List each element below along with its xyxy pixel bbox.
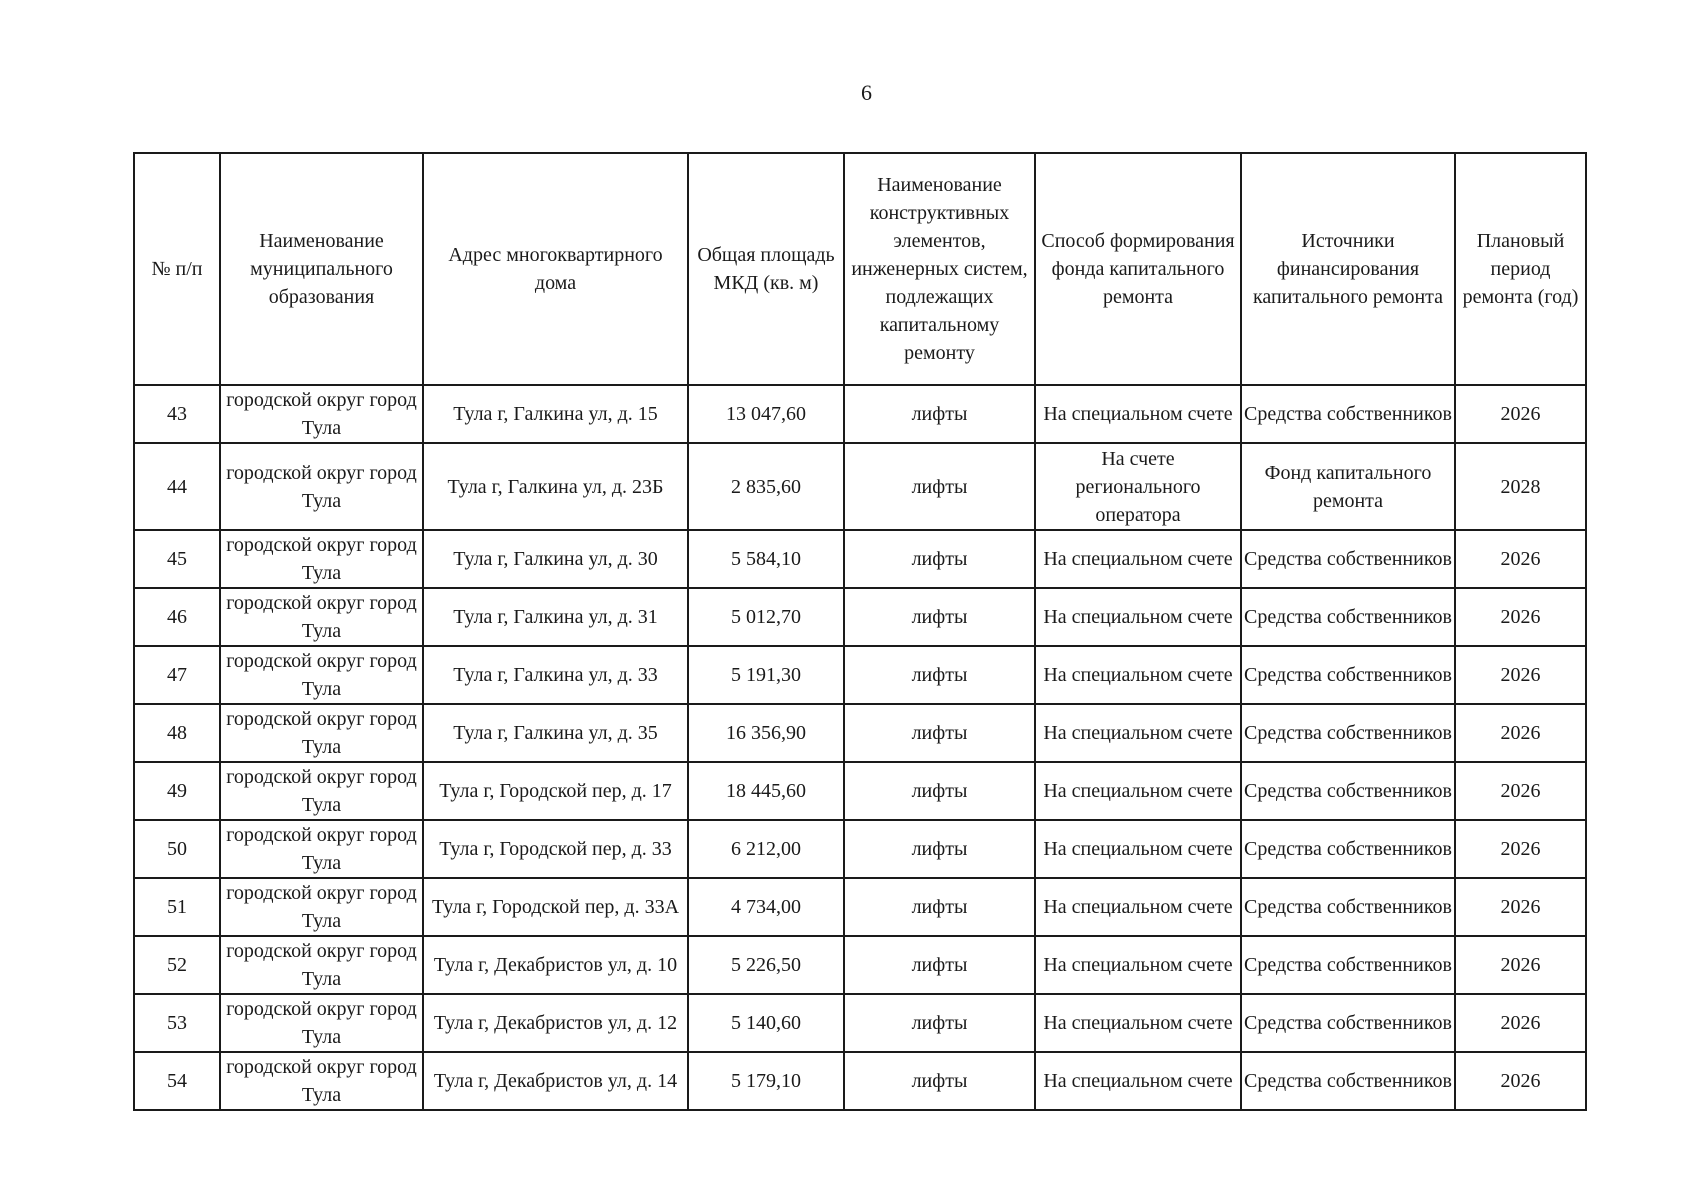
table-row	[134, 704, 1586, 762]
address-cell: Тула г, Городской пер, д. 17	[423, 762, 688, 820]
table-row	[134, 385, 1586, 443]
fund-method-cell: На специальном счете	[1035, 820, 1241, 878]
area-cell: 2 835,60	[688, 443, 844, 530]
row-number-cell: 45	[134, 530, 220, 588]
table-row	[134, 530, 1586, 588]
funding-source-cell: Средства собственников	[1241, 704, 1455, 762]
row-number-cell: 52	[134, 936, 220, 994]
fund-method-cell: На специальном счете	[1035, 530, 1241, 588]
structural-element-cell: лифты	[844, 994, 1035, 1052]
address-cell: Тула г, Городской пер, д. 33	[423, 820, 688, 878]
municipality-cell: городской округ город Тула	[220, 443, 423, 530]
area-cell: 5 191,30	[688, 646, 844, 704]
area-cell: 5 140,60	[688, 994, 844, 1052]
area-cell: 18 445,60	[688, 762, 844, 820]
header-fund-method: Способ формирования фонда капитального ремонта	[1035, 153, 1241, 385]
structural-element-cell: лифты	[844, 385, 1035, 443]
address-cell: Тула г, Галкина ул, д. 33	[423, 646, 688, 704]
row-number-cell: 46	[134, 588, 220, 646]
funding-source-cell: Средства собственников	[1241, 588, 1455, 646]
planned-year-cell: 2026	[1455, 936, 1586, 994]
area-cell: 5 179,10	[688, 1052, 844, 1110]
table-row	[134, 994, 1586, 1052]
municipality-cell: городской округ город Тула	[220, 1052, 423, 1110]
repair-program-table	[133, 152, 1587, 1111]
funding-source-cell: Средства собственников	[1241, 1052, 1455, 1110]
area-cell: 4 734,00	[688, 878, 844, 936]
structural-element-cell: лифты	[844, 762, 1035, 820]
row-number-cell: 43	[134, 385, 220, 443]
address-cell: Тула г, Декабристов ул, д. 12	[423, 994, 688, 1052]
address-cell: Тула г, Галкина ул, д. 35	[423, 704, 688, 762]
municipality-cell: городской округ город Тула	[220, 878, 423, 936]
fund-method-cell: На специальном счете	[1035, 878, 1241, 936]
table-row	[134, 443, 1586, 530]
header-area: Общая площадь МКД (кв. м)	[688, 153, 844, 385]
area-cell: 16 356,90	[688, 704, 844, 762]
fund-method-cell: На специальном счете	[1035, 994, 1241, 1052]
header-address: Адрес многоквартирного дома	[423, 153, 688, 385]
address-cell: Тула г, Галкина ул, д. 31	[423, 588, 688, 646]
row-number-cell: 44	[134, 443, 220, 530]
table-row	[134, 936, 1586, 994]
funding-source-cell: Фонд капитального ремонта	[1241, 443, 1455, 530]
page-number: 6	[861, 80, 872, 105]
funding-source-cell: Средства собственников	[1241, 646, 1455, 704]
address-cell: Тула г, Галкина ул, д. 15	[423, 385, 688, 443]
row-number-cell: 51	[134, 878, 220, 936]
address-cell: Тула г, Декабристов ул, д. 10	[423, 936, 688, 994]
structural-element-cell: лифты	[844, 704, 1035, 762]
row-number-cell: 47	[134, 646, 220, 704]
fund-method-cell: На специальном счете	[1035, 936, 1241, 994]
address-cell: Тула г, Декабристов ул, д. 14	[423, 1052, 688, 1110]
row-number-cell: 50	[134, 820, 220, 878]
planned-year-cell: 2026	[1455, 588, 1586, 646]
header-number: № п/п	[134, 153, 220, 385]
fund-method-cell: На специальном счете	[1035, 1052, 1241, 1110]
planned-year-cell: 2026	[1455, 762, 1586, 820]
structural-element-cell: лифты	[844, 1052, 1035, 1110]
area-cell: 13 047,60	[688, 385, 844, 443]
municipality-cell: городской округ город Тула	[220, 762, 423, 820]
row-number-cell: 49	[134, 762, 220, 820]
fund-method-cell: На специальном счете	[1035, 762, 1241, 820]
funding-source-cell: Средства собственников	[1241, 878, 1455, 936]
structural-element-cell: лифты	[844, 588, 1035, 646]
planned-year-cell: 2026	[1455, 820, 1586, 878]
planned-year-cell: 2028	[1455, 443, 1586, 530]
municipality-cell: городской округ город Тула	[220, 530, 423, 588]
municipality-cell: городской округ город Тула	[220, 936, 423, 994]
structural-element-cell: лифты	[844, 820, 1035, 878]
municipality-cell: городской округ город Тула	[220, 704, 423, 762]
municipality-cell: городской округ город Тула	[220, 646, 423, 704]
funding-source-cell: Средства собственников	[1241, 936, 1455, 994]
structural-element-cell: лифты	[844, 530, 1035, 588]
row-number-cell: 54	[134, 1052, 220, 1110]
planned-year-cell: 2026	[1455, 1052, 1586, 1110]
fund-method-cell: На специальном счете	[1035, 385, 1241, 443]
table-header	[134, 153, 1586, 385]
header-planned-year: Плановый период ремонта (год)	[1455, 153, 1586, 385]
table-row	[134, 878, 1586, 936]
table-row	[134, 588, 1586, 646]
table-row	[134, 646, 1586, 704]
planned-year-cell: 2026	[1455, 878, 1586, 936]
header-funding-source: Источники финансирования капитального ремонта	[1241, 153, 1455, 385]
header-elements: Наименование конструктивных элементов, инженерных систем, подлежащих капитальному ремонту	[844, 153, 1035, 385]
planned-year-cell: 2026	[1455, 530, 1586, 588]
funding-source-cell: Средства собственников	[1241, 762, 1455, 820]
row-number-cell: 53	[134, 994, 220, 1052]
structural-element-cell: лифты	[844, 936, 1035, 994]
municipality-cell: городской округ город Тула	[220, 588, 423, 646]
planned-year-cell: 2026	[1455, 704, 1586, 762]
funding-source-cell: Средства собственников	[1241, 530, 1455, 588]
planned-year-cell: 2026	[1455, 994, 1586, 1052]
structural-element-cell: лифты	[844, 443, 1035, 530]
municipality-cell: городской округ город Тула	[220, 820, 423, 878]
address-cell: Тула г, Галкина ул, д. 23Б	[423, 443, 688, 530]
table-row	[134, 820, 1586, 878]
planned-year-cell: 2026	[1455, 646, 1586, 704]
funding-source-cell: Средства собственников	[1241, 820, 1455, 878]
municipality-cell: городской округ город Тула	[220, 994, 423, 1052]
header-row	[134, 153, 1586, 385]
area-cell: 6 212,00	[688, 820, 844, 878]
header-municipality: Наименование муниципального образования	[220, 153, 423, 385]
address-cell: Тула г, Галкина ул, д. 30	[423, 530, 688, 588]
fund-method-cell: На специальном счете	[1035, 646, 1241, 704]
structural-element-cell: лифты	[844, 878, 1035, 936]
area-cell: 5 012,70	[688, 588, 844, 646]
planned-year-cell: 2026	[1455, 385, 1586, 443]
funding-source-cell: Средства собственников	[1241, 385, 1455, 443]
fund-method-cell: На специальном счете	[1035, 588, 1241, 646]
area-cell: 5 584,10	[688, 530, 844, 588]
table-body	[134, 385, 1586, 1110]
area-cell: 5 226,50	[688, 936, 844, 994]
fund-method-cell: На специальном счете	[1035, 704, 1241, 762]
municipality-cell: городской округ город Тула	[220, 385, 423, 443]
address-cell: Тула г, Городской пер, д. 33А	[423, 878, 688, 936]
table-row	[134, 762, 1586, 820]
row-number-cell: 48	[134, 704, 220, 762]
table-row	[134, 1052, 1586, 1110]
funding-source-cell: Средства собственников	[1241, 994, 1455, 1052]
fund-method-cell: На счете регионального оператора	[1035, 443, 1241, 530]
structural-element-cell: лифты	[844, 646, 1035, 704]
